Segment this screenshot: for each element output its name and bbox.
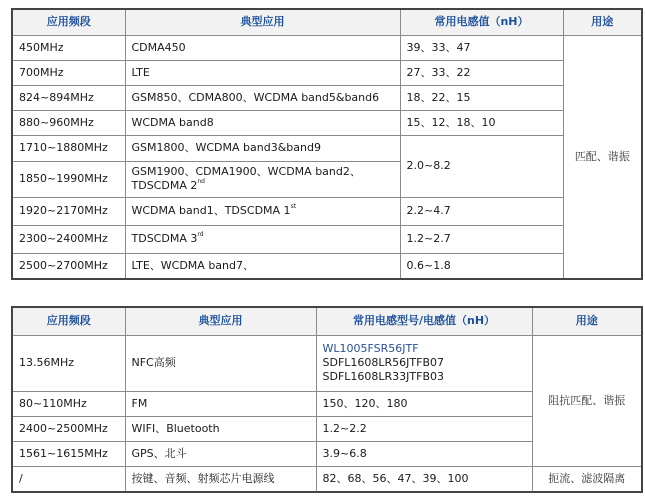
- table-row: [12, 35, 642, 60]
- band-cell: 80~110MHz: [12, 391, 125, 416]
- ordinal-suffix: st: [290, 203, 297, 210]
- band-cell: 880~960MHz: [12, 110, 125, 135]
- band-cell: 1920~2170MHz: [12, 197, 125, 225]
- app-cell: LTE、WCDMA band7、: [125, 253, 400, 279]
- band-cell: 1850~1990MHz: [12, 161, 125, 197]
- app-line-2: [132, 179, 394, 193]
- table-row: [12, 466, 642, 492]
- band-cell: /: [12, 466, 125, 492]
- use-cell: 匹配、谐振: [563, 35, 642, 279]
- app-cell: NFC高频: [125, 335, 316, 391]
- value-cell: [316, 335, 532, 391]
- app-cell: 按键、音频、射频芯片电源线: [125, 466, 316, 492]
- app-cell: GSM1800、WCDMA band3&band9: [125, 135, 400, 161]
- value-cell: 82、68、56、47、39、100: [316, 466, 532, 492]
- app-cell: [125, 225, 400, 253]
- use-cell: 阻抗匹配、谐振: [532, 335, 642, 466]
- app-cell: GPS、北斗: [125, 441, 316, 466]
- value-cell: 1.2~2.7: [400, 225, 563, 253]
- part-number-line: SDFL1608LR33JTFB03: [322, 370, 445, 383]
- table-row: [12, 85, 642, 110]
- band-cell: 450MHz: [12, 35, 125, 60]
- part-number-line: SDFL1608LR56JTFB07: [322, 356, 445, 369]
- band-cell: 824~894MHz: [12, 85, 125, 110]
- value-cell: 18、22、15: [400, 85, 563, 110]
- app-cell: FM: [125, 391, 316, 416]
- app-line-2-text: TDSCDMA 2: [131, 179, 198, 192]
- ordinal-suffix: rd: [197, 231, 204, 238]
- value-cell: 0.6~1.8: [400, 253, 563, 279]
- value-cell: 3.9~6.8: [316, 441, 532, 466]
- table-row: [12, 253, 642, 279]
- value-cell: 1.2~2.2: [316, 416, 532, 441]
- use-cell: 扼流、滤波隔离: [532, 466, 642, 492]
- band-cell: 2300~2400MHz: [12, 225, 125, 253]
- app-text: TDSCDMA 3: [131, 232, 198, 245]
- table-row: [12, 60, 642, 85]
- app-cell: LTE: [125, 60, 400, 85]
- table2-header-band: 应用频段: [12, 307, 125, 335]
- table1-header-row: [12, 9, 642, 35]
- table-row: [12, 110, 642, 135]
- value-cell: 2.0~8.2: [400, 135, 563, 197]
- app-cell: GSM850、CDMA800、WCDMA band5&band6: [125, 85, 400, 110]
- table1-header-band: 应用频段: [12, 9, 125, 35]
- app-cell: [125, 197, 400, 225]
- value-cell: 150、120、180: [316, 391, 532, 416]
- band-cell: 2400~2500MHz: [12, 416, 125, 441]
- band-cell: 13.56MHz: [12, 335, 125, 391]
- table-row: [12, 197, 642, 225]
- band-cell: 1561~1615MHz: [12, 441, 125, 466]
- app-cell: WCDMA band8: [125, 110, 400, 135]
- value-cell: 39、33、47: [400, 35, 563, 60]
- part-number-line: WL1005FSR56JTF: [322, 342, 419, 355]
- app-cell: CDMA450: [125, 35, 400, 60]
- ordinal-suffix: nd: [197, 178, 205, 185]
- table2-header-value: 常用电感型号/电感值（nH）: [316, 307, 532, 335]
- inductor-table-1: [11, 8, 643, 280]
- table2-header-row: [12, 307, 642, 335]
- app-cell: WIFI、Bluetooth: [125, 416, 316, 441]
- app-cell: [125, 161, 400, 197]
- value-cell: 27、33、22: [400, 60, 563, 85]
- table1-header-use: 用途: [563, 9, 642, 35]
- table-row: [12, 135, 642, 161]
- table2-header-app: 典型应用: [125, 307, 316, 335]
- table-row: [12, 335, 642, 391]
- table2-header-use: 用途: [532, 307, 642, 335]
- inductor-table-2: [11, 306, 643, 493]
- band-cell: 2500~2700MHz: [12, 253, 125, 279]
- band-cell: 700MHz: [12, 60, 125, 85]
- table1-header-value: 常用电感值（nH）: [400, 9, 563, 35]
- app-line-1: GSM1900、CDMA1900、WCDMA band2、: [131, 165, 361, 178]
- value-cell: 15、12、18、10: [400, 110, 563, 135]
- app-text: WCDMA band1、TDSCDMA 1: [131, 204, 291, 217]
- table-row: [12, 225, 642, 253]
- table1-header-app: 典型应用: [125, 9, 400, 35]
- value-cell: 2.2~4.7: [400, 197, 563, 225]
- band-cell: 1710~1880MHz: [12, 135, 125, 161]
